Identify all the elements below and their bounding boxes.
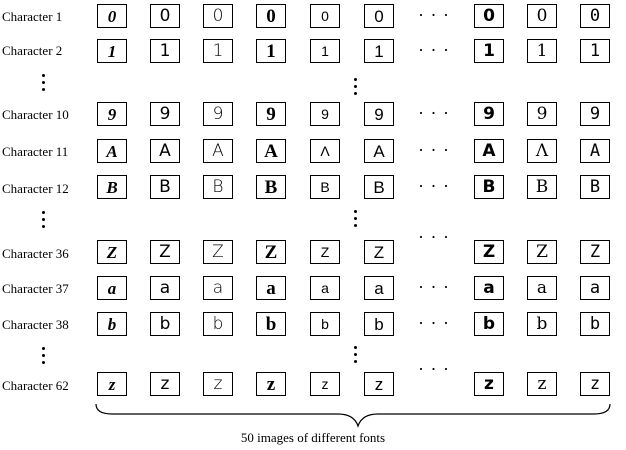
glyph-image-box: a (97, 276, 127, 300)
glyph-image-box: B (203, 175, 233, 199)
glyph-image-box: B (474, 175, 504, 199)
glyph-image-box: 1 (580, 39, 610, 63)
glyph-image-box: B (580, 175, 610, 199)
glyph-image-box: A (203, 139, 233, 163)
glyph-image-box: b (364, 312, 394, 336)
glyph-image-box: 0 (580, 4, 610, 28)
horizontal-ellipsis: · · · (418, 40, 450, 60)
glyph-image-box: a (203, 276, 233, 300)
glyph-image-box: a (256, 276, 286, 300)
glyph-image-box: 0 (203, 4, 233, 28)
glyph-image-box: a (310, 276, 340, 300)
brace-path (96, 404, 610, 426)
glyph-image-box: A (474, 139, 504, 163)
glyph-image-box: 0 (97, 4, 127, 28)
glyph-image-box: 9 (310, 102, 340, 126)
glyph-image-box: b (150, 312, 180, 336)
glyph-image-box: z (580, 372, 610, 396)
row-label: Character 37 (2, 281, 69, 296)
glyph-image-box: A (256, 139, 286, 163)
row-label: Character 62 (2, 378, 69, 393)
glyph-image-box: 9 (527, 102, 557, 126)
glyph-image-box: 9 (256, 102, 286, 126)
glyph-image-box: a (364, 276, 394, 300)
glyph-image-box: a (527, 276, 557, 300)
horizontal-ellipsis: · · · (418, 313, 450, 333)
glyph-image-box: B (150, 175, 180, 199)
row-label: Character 2 (2, 43, 63, 58)
glyph-image-box: Z (256, 240, 286, 264)
row-label: Character 12 (2, 181, 69, 196)
glyph-image-box: 1 (474, 39, 504, 63)
glyph-image-box: b (580, 312, 610, 336)
glyph-image-box: Λ (310, 139, 340, 163)
glyph-image-box: a (474, 276, 504, 300)
glyph-image-box: b (527, 312, 557, 336)
glyph-image-box: b (310, 312, 340, 336)
glyph-image-box: B (527, 175, 557, 199)
glyph-image-box: A (580, 139, 610, 163)
glyph-image-box: b (256, 312, 286, 336)
glyph-image-box: z (474, 372, 504, 396)
glyph-image-box: 0 (474, 4, 504, 28)
glyph-image-box: Z (527, 240, 557, 264)
glyph-image-box: 9 (203, 102, 233, 126)
row-label: Character 1 (2, 9, 63, 24)
row-label: Character 36 (2, 246, 69, 261)
glyph-image-box: 9 (97, 102, 127, 126)
glyph-image-box: 9 (364, 102, 394, 126)
glyph-image-box: 9 (580, 102, 610, 126)
glyph-image-box: 0 (310, 4, 340, 28)
glyph-image-box: 1 (364, 39, 394, 63)
glyph-image-box: Z (97, 240, 127, 264)
glyph-image-box: A (150, 139, 180, 163)
glyph-image-box: 1 (256, 39, 286, 63)
glyph-image-box: Z (580, 240, 610, 264)
glyph-image-box: 1 (527, 39, 557, 63)
glyph-image-box: z (150, 372, 180, 396)
horizontal-ellipsis: · · · (418, 277, 450, 297)
caption-text: 50 images of different fonts (240, 430, 386, 445)
glyph-image-box: 0 (256, 4, 286, 28)
horizontal-ellipsis: · · · (418, 5, 450, 25)
glyph-image-box: 9 (474, 102, 504, 126)
glyph-image-box: b (474, 312, 504, 336)
glyph-image-box: B (310, 175, 340, 199)
row-label: Character 38 (2, 317, 69, 332)
glyph-image-box: 0 (150, 4, 180, 28)
row-label: Character 11 (2, 144, 69, 159)
glyph-image-box: 0 (364, 4, 394, 28)
horizontal-ellipsis: · · · (418, 140, 450, 160)
glyph-image-box: z (527, 372, 557, 396)
horizontal-ellipsis: · · · (418, 227, 450, 247)
glyph-image-box: B (97, 175, 127, 199)
glyph-image-box: b (203, 312, 233, 336)
glyph-image-box: z (203, 372, 233, 396)
glyph-image-box: z (364, 372, 394, 396)
glyph-image-box: z (97, 372, 127, 396)
glyph-image-box: 1 (150, 39, 180, 63)
glyph-image-box: 1 (203, 39, 233, 63)
glyph-image-box: Z (364, 240, 394, 264)
glyph-image-box: Z (474, 240, 504, 264)
glyph-image-box: B (256, 175, 286, 199)
glyph-image-box: a (150, 276, 180, 300)
glyph-image-box: Z (203, 240, 233, 264)
horizontal-ellipsis: · · · (418, 103, 450, 123)
glyph-image-box: Λ (527, 139, 557, 163)
row-label: Character 10 (2, 107, 69, 122)
glyph-image-box: Z (150, 240, 180, 264)
horizontal-ellipsis: · · · (418, 176, 450, 196)
glyph-image-box: 9 (150, 102, 180, 126)
glyph-image-box: 1 (97, 39, 127, 63)
glyph-image-box: b (97, 312, 127, 336)
glyph-image-box: A (97, 139, 127, 163)
glyph-image-box: 1 (310, 39, 340, 63)
glyph-image-box: A (364, 139, 394, 163)
glyph-image-box: B (364, 175, 394, 199)
glyph-image-box: z (310, 372, 340, 396)
glyph-image-box: a (580, 276, 610, 300)
glyph-image-box: Z (310, 240, 340, 264)
glyph-image-box: z (256, 372, 286, 396)
horizontal-ellipsis: · · · (418, 359, 450, 379)
glyph-image-box: 0 (527, 4, 557, 28)
caption (0, 430, 626, 446)
